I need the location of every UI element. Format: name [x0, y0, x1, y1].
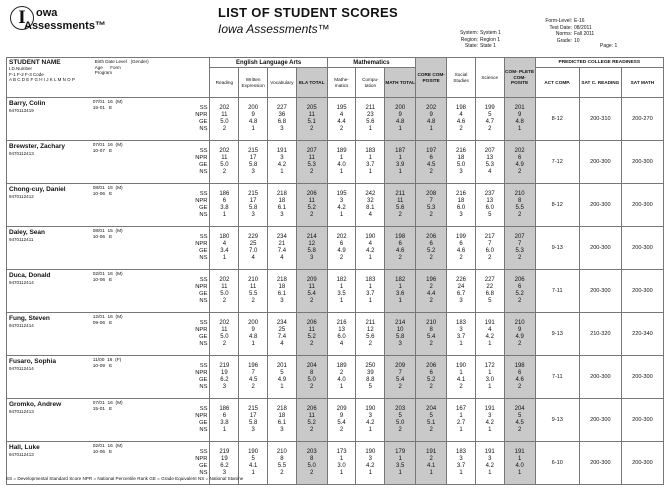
student-demographics: 07/01 16 (M) 15-01 E — [93, 399, 142, 442]
act-comp-cell: 8-12 — [535, 184, 579, 227]
act-comp-cell: 9-13 — [535, 227, 579, 270]
score-cell: 215 17 5.8 3 — [239, 399, 268, 442]
score-cell: 182 1 3.6 1 — [385, 270, 416, 313]
score-cell: 200 9 4.8 1 — [239, 98, 268, 141]
student-rows — [7, 98, 664, 485]
score-type-labels: SS NPR GE NS — [141, 141, 210, 184]
logo-text-line2: Assessments™ — [24, 20, 106, 32]
score-cell: 172 1 3.0 1 — [475, 356, 504, 399]
student-name: Brewster, Zachary — [9, 143, 66, 150]
student-name: Barry, Colin — [9, 100, 46, 107]
score-type-labels: SS NPR GE NS — [141, 184, 210, 227]
score-cell: 207 7 5.3 2 — [504, 227, 535, 270]
logo-mark-icon: I — [10, 6, 34, 30]
student-id: 9470112412 — [9, 194, 34, 199]
score-cell: 211 23 5.6 1 — [356, 98, 385, 141]
score-cell: 207 11 5.3 2 — [296, 141, 327, 184]
score-cell: 200 9 4.8 1 — [385, 98, 416, 141]
score-cell: 190 5 4.1 1 — [239, 442, 268, 485]
score-cell: 202 11 5.0 2 — [210, 98, 239, 141]
sat-reading-cell: 200-300 — [579, 356, 621, 399]
act-comp-cell: 7-12 — [535, 141, 579, 184]
score-cell: 210 11 5.5 2 — [239, 270, 268, 313]
report-subtitle: Iowa Assessments™ — [218, 22, 330, 36]
score-cell: 183 1 3.7 1 — [356, 270, 385, 313]
score-cell: 198 4 4.6 2 — [447, 98, 476, 141]
student-demographics: 02/01 16 (M) 10-06 E — [93, 442, 142, 485]
student-demographics: 02/01 16 (M) 10-06 E — [93, 270, 142, 313]
score-cell: 190 1 4.1 2 — [447, 356, 476, 399]
sat-math-cell: 200-300 — [621, 227, 663, 270]
score-cell: 191 2 4.1 1 — [416, 442, 447, 485]
act-comp-cell: 6-10 — [535, 442, 579, 485]
score-cell: 242 32 8.1 4 — [356, 184, 385, 227]
score-cell: 237 13 6.0 5 — [475, 184, 504, 227]
score-cell: 208 7 5.3 2 — [416, 184, 447, 227]
sat-reading-cell: 200-310 — [579, 98, 621, 141]
score-cell: 229 25 7.0 4 — [239, 227, 268, 270]
sat-reading-cell: 200-300 — [579, 227, 621, 270]
student-id: 9470112413 — [9, 151, 34, 156]
iowa-assessments-logo — [10, 4, 122, 42]
student-id: 9470113419 — [9, 108, 34, 113]
score-cell: 209 11 5.4 2 — [296, 270, 327, 313]
score-cell: 195 3 4.2 1 — [327, 184, 356, 227]
sat-reading-cell: 200-300 — [579, 270, 621, 313]
meta-norms: Fall 2011 — [574, 31, 595, 37]
header-science: Science — [475, 58, 504, 98]
score-cell: 216 18 5.0 3 — [447, 141, 476, 184]
meta-labels-left: System: Region: State: — [459, 30, 478, 49]
student-name: Chong-cuy, Daniel — [9, 186, 66, 193]
act-comp-cell: 7-11 — [535, 270, 579, 313]
score-cell: 234 21 7.4 4 — [267, 227, 296, 270]
student-name: Duca, Donald — [9, 272, 51, 279]
meta-values-right — [574, 18, 614, 44]
student-name-cell — [7, 184, 93, 227]
score-cell: 191 1 4.0 1 — [504, 442, 535, 485]
sat-math-cell: 200-300 — [621, 399, 663, 442]
student-demographics: 08/01 15 (M) 10-06 E — [93, 227, 142, 270]
score-cell: 190 4 4.2 1 — [356, 227, 385, 270]
score-cell: 216 18 6.0 3 — [447, 184, 476, 227]
student-demographics: 08/01 15 (M) 10-06 E — [93, 184, 142, 227]
score-cell: 218 18 6.1 3 — [267, 270, 296, 313]
score-cell: 217 7 6.0 2 — [475, 227, 504, 270]
student-id: 9470112414 — [9, 366, 34, 371]
score-cell: 199 6 4.6 2 — [447, 227, 476, 270]
header-sat-math: SAT MATH — [621, 68, 663, 98]
sat-math-cell: 200-300 — [621, 270, 663, 313]
student-row — [7, 399, 664, 442]
score-cell: 206 6 5.2 2 — [416, 227, 447, 270]
header-math-total: MATH TOTAL — [385, 68, 416, 98]
student-name-cell — [7, 227, 93, 270]
score-type-labels: SS NPR GE NS — [141, 98, 210, 141]
header-written-expression: Written Expression — [239, 68, 268, 98]
score-cell: 215 17 5.8 3 — [239, 141, 268, 184]
student-name: Daley, Sean — [9, 229, 46, 236]
sat-reading-cell: 200-300 — [579, 399, 621, 442]
score-cell: 210 8 5.4 2 — [416, 313, 447, 356]
sat-math-cell: 200-270 — [621, 98, 663, 141]
header-complete-composite: COM- PLETE COM- POSITE — [504, 58, 535, 98]
student-row — [7, 98, 664, 141]
header-sat-reading: SAT C. READING — [579, 68, 621, 98]
page-number: Page: 1 — [600, 43, 618, 49]
score-cell: 191 3 4.2 1 — [475, 442, 504, 485]
score-cell: 180 4 3.4 1 — [210, 227, 239, 270]
header-act-comp: ACT COMP. — [535, 68, 579, 98]
header-ela-group: English Language Arts — [210, 58, 327, 68]
score-cell: 209 7 5.4 2 — [385, 356, 416, 399]
score-cell: 200 9 4.8 1 — [239, 313, 268, 356]
act-comp-cell: 9-13 — [535, 313, 579, 356]
header-reading: Reading — [210, 68, 239, 98]
sat-math-cell: 200-300 — [621, 184, 663, 227]
student-id: 9470112413 — [9, 452, 34, 457]
score-cell: 211 11 5.6 2 — [385, 184, 416, 227]
header-ela-total: ELA TOTAL — [296, 68, 327, 98]
score-cell: 190 3 4.2 1 — [356, 399, 385, 442]
student-name: Fusaro, Sophia — [9, 358, 56, 365]
score-cell: 215 17 5.8 3 — [239, 184, 268, 227]
score-type-labels: SS NPR GE NS — [141, 356, 210, 399]
student-row — [7, 356, 664, 399]
student-name: Fung, Steven — [9, 315, 50, 322]
student-id: 9470112414 — [9, 323, 34, 328]
student-row — [7, 270, 664, 313]
score-cell: 203 8 5.0 2 — [296, 442, 327, 485]
sat-math-cell: 200-300 — [621, 442, 663, 485]
meta-values-left — [480, 30, 530, 50]
student-name-cell — [7, 399, 93, 442]
header-student-info: Birth Date Level (Gender) Age Form Program — [93, 58, 210, 98]
student-row — [7, 313, 664, 356]
student-row — [7, 227, 664, 270]
score-cell: 199 5 4.7 2 — [475, 98, 504, 141]
sat-reading-cell: 200-300 — [579, 442, 621, 485]
header-social-studies: Social Studies — [447, 58, 476, 98]
student-demographics: 07/01 16 (M) 15-01 E — [93, 98, 142, 141]
score-cell: 196 2 4.4 2 — [416, 270, 447, 313]
student-demographics: 07/01 16 (M) 10-07 E — [93, 141, 142, 184]
student-row — [7, 184, 664, 227]
student-id: 9470112414 — [9, 280, 34, 285]
score-cell: 204 8 5.0 2 — [296, 356, 327, 399]
score-cell: 210 8 5.5 2 — [504, 184, 535, 227]
score-cell: 198 6 4.6 2 — [504, 356, 535, 399]
score-cell: 186 6 3.8 1 — [210, 184, 239, 227]
student-id: 9470112413 — [9, 409, 34, 414]
score-cell: 189 2 4.0 1 — [327, 356, 356, 399]
meta-grade: 10 — [574, 37, 580, 44]
score-cell: 195 4 4.4 2 — [327, 98, 356, 141]
header-student-name: STUDENT NAME I.D.Number F-1 F-2 F-3 Code A B C D E F G H I J K L M N O P — [7, 58, 93, 98]
score-cell: 206 6 5.2 2 — [416, 356, 447, 399]
score-cell: 210 8 5.5 2 — [267, 442, 296, 485]
score-cell: 226 24 6.7 3 — [447, 270, 476, 313]
meta-labels-right: Form-Level: Test Date: Norms: Grade: — [545, 18, 572, 44]
act-comp-cell: 7-11 — [535, 356, 579, 399]
score-cell: 173 1 3.0 1 — [327, 442, 356, 485]
score-cell: 205 11 5.1 2 — [296, 98, 327, 141]
score-cell: 218 18 6.1 3 — [267, 399, 296, 442]
student-name: Hall, Luke — [9, 444, 40, 451]
score-cell: 187 1 3.9 1 — [385, 141, 416, 184]
sat-reading-cell: 210-320 — [579, 313, 621, 356]
score-type-labels: SS NPR GE NS — [141, 399, 210, 442]
score-cell: 179 1 3.5 1 — [385, 442, 416, 485]
score-cell: 207 13 5.3 4 — [475, 141, 504, 184]
score-cell: 202 11 5.0 2 — [210, 313, 239, 356]
student-id: 9470112411 — [9, 237, 34, 242]
score-cell: 183 3 3.7 1 — [447, 442, 476, 485]
meta-region: Region 1 — [480, 36, 501, 43]
score-cell: 216 13 6.0 4 — [327, 313, 356, 356]
score-cell: 219 19 6.2 3 — [210, 356, 239, 399]
header-computation: Compu- tation — [356, 68, 385, 98]
score-cell: 198 6 4.6 2 — [385, 227, 416, 270]
meta-testdate: 08/2011 — [574, 24, 592, 31]
header-math-concepts: Mathe- matics — [327, 68, 356, 98]
score-cell: 202 6 4.9 2 — [327, 227, 356, 270]
score-cell: 201 9 4.8 1 — [504, 98, 535, 141]
student-demographics: 11/00 16 (F) 10-09 E — [93, 356, 142, 399]
score-cell: 191 3 4.2 1 — [475, 399, 504, 442]
header-core-composite: CORE COM- POSITE — [416, 58, 447, 98]
score-cell: 219 19 6.2 3 — [210, 442, 239, 485]
meta-system: System 1 — [480, 30, 501, 36]
score-cell: 191 4 4.2 1 — [475, 313, 504, 356]
score-cell: 196 7 4.5 2 — [239, 356, 268, 399]
score-cell: 202 11 5.0 2 — [210, 141, 239, 184]
report-title: LIST OF STUDENT SCORES — [218, 5, 398, 20]
score-cell: 189 1 4.0 1 — [327, 141, 356, 184]
score-cell: 211 12 5.6 2 — [356, 313, 385, 356]
score-cell: 190 3 4.2 1 — [356, 442, 385, 485]
score-cell: 204 5 5.1 2 — [416, 399, 447, 442]
logo-text-line1: owa — [36, 7, 58, 19]
score-cell: 218 18 6.1 3 — [267, 184, 296, 227]
score-cell: 182 1 3.5 1 — [327, 270, 356, 313]
score-cell: 206 11 5.2 2 — [296, 313, 327, 356]
score-type-labels: SS NPR GE NS — [141, 227, 210, 270]
score-cell: 191 3 4.2 1 — [267, 141, 296, 184]
score-cell: 250 39 8.8 5 — [356, 356, 385, 399]
score-cell: 183 1 3.7 1 — [356, 141, 385, 184]
student-name-cell — [7, 98, 93, 141]
score-cell: 206 11 5.2 2 — [296, 184, 327, 227]
header-vocabulary: Vocabulary — [267, 68, 296, 98]
score-cell: 234 25 7.4 4 — [267, 313, 296, 356]
score-cell: 214 12 5.8 3 — [296, 227, 327, 270]
score-cell: 197 6 4.5 2 — [416, 141, 447, 184]
student-scores-table — [6, 57, 664, 485]
act-comp-cell: 8-12 — [535, 98, 579, 141]
score-cell: 209 9 5.4 2 — [327, 399, 356, 442]
student-row — [7, 141, 664, 184]
footer-legend: SS = Developmental Standard Score NPR = National Percentile Rank GE = Grade Equivalent NS = National Stanine — [6, 476, 244, 481]
score-cell: 202 6 4.9 2 — [504, 141, 535, 184]
sat-math-cell: 200-300 — [621, 356, 663, 399]
score-type-labels: SS NPR GE NS — [141, 313, 210, 356]
score-cell: 210 9 4.9 2 — [504, 313, 535, 356]
sat-math-cell: 220-340 — [621, 313, 663, 356]
student-name-cell — [7, 141, 93, 184]
meta-form: E-16 — [574, 18, 585, 24]
score-cell: 206 6 5.2 2 — [504, 270, 535, 313]
score-type-labels: SS NPR GE NS — [141, 270, 210, 313]
sat-reading-cell: 200-300 — [579, 141, 621, 184]
header-pcr-group: PREDICTED COLLEGE READINESS — [535, 58, 663, 68]
student-name-cell — [7, 270, 93, 313]
score-cell: 204 5 4.5 2 — [504, 399, 535, 442]
score-cell: 202 11 5.0 2 — [210, 270, 239, 313]
sat-reading-cell: 200-300 — [579, 184, 621, 227]
score-cell: 201 5 4.9 1 — [267, 356, 296, 399]
score-cell: 186 6 3.8 1 — [210, 399, 239, 442]
meta-state: State 1 — [480, 43, 496, 49]
sat-math-cell: 200-300 — [621, 141, 663, 184]
score-cell: 167 1 2.7 1 — [447, 399, 476, 442]
act-comp-cell: 9-13 — [535, 399, 579, 442]
student-name-cell — [7, 313, 93, 356]
student-name-cell — [7, 356, 93, 399]
student-name: Gromko, Andrew — [9, 401, 62, 408]
score-cell: 214 10 5.8 3 — [385, 313, 416, 356]
score-cell: 183 3 3.7 1 — [447, 313, 476, 356]
header-math-group: Mathematics — [327, 58, 415, 68]
score-cell: 203 5 5.0 2 — [385, 399, 416, 442]
score-cell: 202 9 4.8 1 — [416, 98, 447, 141]
student-demographics: 12/01 16 (M) 09-06 E — [93, 313, 142, 356]
score-cell: 227 36 6.8 3 — [267, 98, 296, 141]
score-type-labels: SS NPR GE NS — [141, 442, 210, 485]
score-cell: 206 11 5.2 2 — [296, 399, 327, 442]
score-cell: 227 22 6.8 5 — [475, 270, 504, 313]
